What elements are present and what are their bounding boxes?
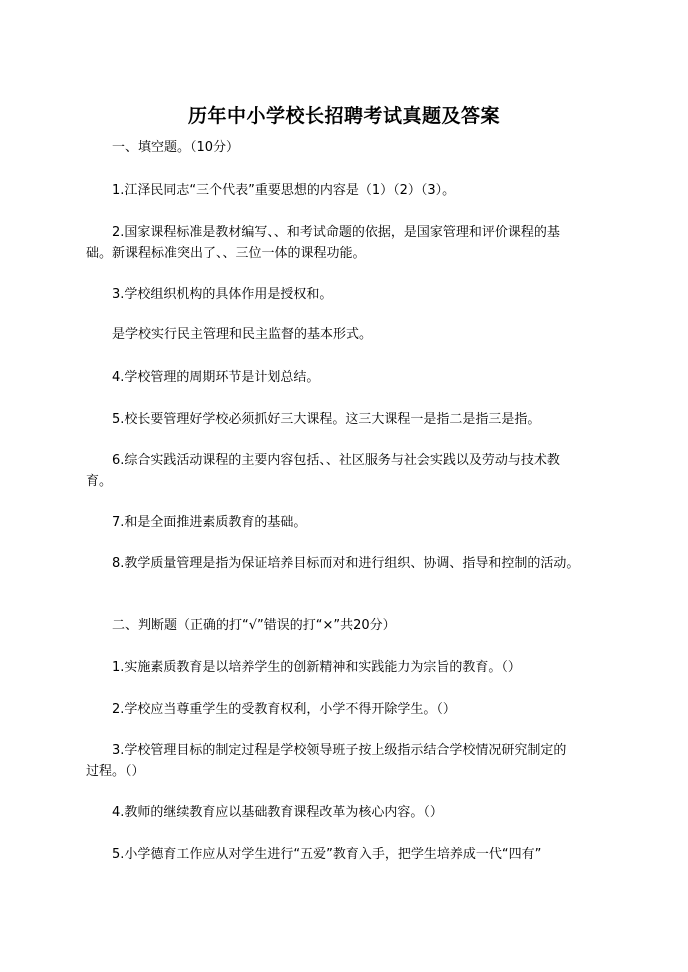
fill-blank-question-8: 8.教学质量管理是指为保证培养目标而对和进行组织、协调、指导和控制的活动。 — [112, 556, 580, 571]
true-false-question-4: 4.教师的继续教育应以基础教育课程改革为核心内容。（） — [112, 805, 443, 820]
fill-blank-question-2-line-1: 2.国家课程标准是教材编写、、和考试命题的依据，是国家管理和评价课程的基 — [112, 225, 560, 240]
fill-blank-question-2 — [86, 222, 612, 264]
true-false-question-5: 5.小学德育工作应从对学生进行“五爱”教育入手，把学生培养成一代“四有” — [112, 847, 542, 862]
fill-blank-question-1: 1.江泽民同志“三个代表”重要思想的内容是（1）（2）（3）。 — [112, 183, 456, 198]
fill-blank-question-6-line-2: 育。 — [86, 474, 113, 489]
fill-blank-question-3-continuation: 是学校实行民主管理和民主监督的基本形式。 — [112, 327, 373, 342]
fill-blank-question-3: 3.学校组织机构的具体作用是授权和。 — [112, 287, 333, 302]
fill-blank-question-4: 4.学校管理的周期环节是计划总结。 — [112, 370, 320, 385]
fill-blank-question-7: 7.和是全面推进素质教育的基础。 — [112, 515, 307, 530]
true-false-question-3-line-1: 3.学校管理目标的制定过程是学校领导班子按上级指示结合学校情况研究制定的 — [112, 743, 567, 758]
fill-blank-question-6 — [86, 450, 612, 492]
true-false-question-3-line-2: 过程。（） — [86, 764, 145, 779]
fill-blank-question-2-line-2: 础。新课程标准突出了、、三位一体的课程功能。 — [86, 246, 366, 261]
section-heading-true-false: 二、判断题（正确的打“√”错误的打“×”共20分） — [112, 618, 396, 633]
true-false-question-2: 2.学校应当尊重学生的受教育权利，小学不得开除学生。（） — [112, 702, 456, 717]
document-title: 历年中小学校长招聘考试真题及答案 — [187, 105, 500, 127]
true-false-question-3 — [86, 740, 612, 782]
true-false-question-1: 1.实施素质教育是以培养学生的创新精神和实践能力为宗旨的教育。（） — [112, 660, 521, 675]
fill-blank-question-6-line-1: 6.综合实践活动课程的主要内容包括、、社区服务与社会实践以及劳动与技术教 — [112, 453, 560, 468]
fill-blank-question-5: 5.校长要管理好学校必须抓好三大课程。这三大课程一是指二是指三是指。 — [112, 412, 541, 427]
section-heading-fill-blank: 一、填空题。（10分） — [112, 140, 240, 155]
